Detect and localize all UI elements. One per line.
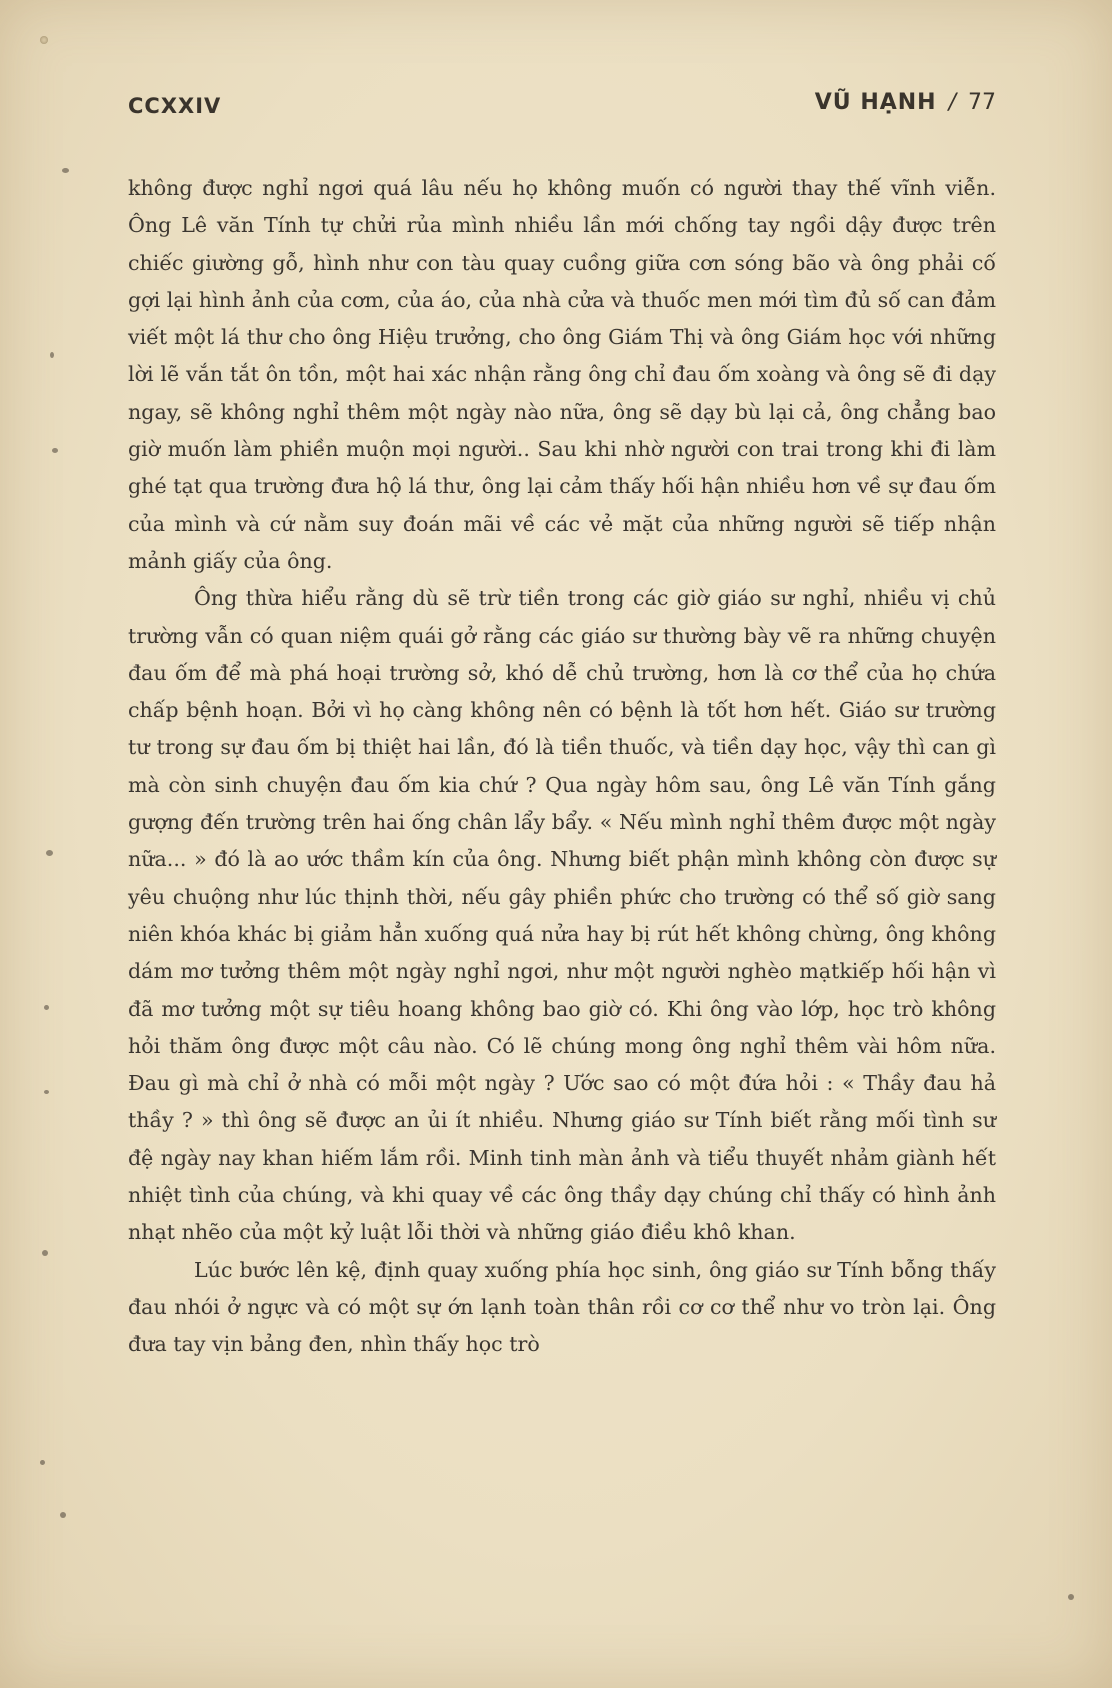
- paper-speck: [46, 850, 53, 856]
- paper-speck: [52, 448, 58, 453]
- paper-speck: [50, 352, 54, 358]
- paper-speck: [44, 1005, 49, 1010]
- folio-number: CCXXIV: [128, 94, 222, 118]
- page-number: 77: [968, 90, 996, 115]
- header-separator: /: [948, 90, 956, 115]
- page-header: [128, 88, 996, 128]
- paragraph: Lúc bước lên kệ, định quay xuống phía học sinh, ông giáo sư Tính bỗng thấy đau nhói ở ngực và có một sự ớn lạnh toàn thân rồi cơ cơ thể như vo tròn lại. Ông đưa tay vịn bảng đen, nhìn thấy học trò: [128, 1257, 996, 1357]
- paper-speck: [62, 168, 69, 173]
- paper-speck: [42, 1250, 48, 1256]
- running-head: [815, 90, 996, 115]
- author-name: VŨ HẠNH: [814, 90, 937, 115]
- paper-speck: [40, 1460, 45, 1465]
- paragraph: Ông thừa hiểu rằng dù sẽ trừ tiền trong các giờ giáo sư nghỉ, nhiều vị chủ trường vẫn có quan niệm quái gở rằng các giáo sư thường bày vẽ ra những chuyện đau ốm để mà phá hoại trường sở, khó dễ chủ trường, hơn là cơ thể của họ chứa chấp bệnh hoạn. Bởi vì họ càng không nên có bệnh là tốt hơn hết. Giáo sư trường tư trong sự đau ốm bị thiệt hai lần, đó là tiền thuốc, và tiền dạy học, vậy thì can gì mà còn sinh chuyện đau ốm kia chứ ? Qua ngày hôm sau, ông Lê văn Tính gắng gượng đến trường trên hai ống chân lẩy bẩy. « Nếu mình nghỉ thêm được một ngày nữa... » đó là ao ước thầm kín của ông. Nhưng biết phận mình không còn được sự yêu chuộng như lúc thịnh thời, nếu gây phiền phức cho trường có thể số giờ sang niên khóa khác bị giảm hẳn xuống quá nửa hay bị rút hết không chừng, ông không dám mơ tưởng thêm một ngày nghỉ ngơi, như một người nghèo mạtkiếp hối hận vì đã mơ tưởng một sự tiêu hoang không bao giờ có. Khi ông vào lớp, học trò không hỏi thăm ông được một câu nào. Có lẽ chúng mong ông nghỉ thêm vài hôm nữa. Đau gì mà chỉ ở nhà có mỗi một ngày ? Ước sao có một đứa hỏi : « Thầy đau hả thầy ? » thì ông sẽ được an ủi ít nhiều. Nhưng giáo sư Tính biết rằng mối tình sư đệ ngày nay khan hiếm lắm rồi. Minh tinh màn ảnh và tiểu thuyết nhảm giành hết nhiệt tình của chúng, và khi quay về các ông thầy dạy chúng chỉ thấy có hình ảnh nhạt nhẽo của một kỷ luật lỗi thời và những giáo điều khô khan.: [128, 586, 996, 1245]
- paper-speck: [44, 1090, 49, 1094]
- paper-speck: [60, 1512, 66, 1518]
- body-text: [128, 170, 996, 1364]
- paper-speck: [1068, 1594, 1074, 1600]
- paragraph-continued: không được nghỉ ngơi quá lâu nếu họ không muốn có người thay thế vĩnh viễn. Ông Lê văn Tính tự chửi rủa mình nhiều lần mới chống tay ngồi dậy được trên chiếc giường gỗ, hình như con tàu quay cuồng giữa cơn sóng bão và ông phải cố gợi lại hình ảnh của cơm, của áo, của nhà cửa và thuốc men mới tìm đủ số can đảm viết một lá thư cho ông Hiệu trưởng, cho ông Giám Thị và ông Giám học với những lời lẽ vắn tắt ôn tồn, một hai xác nhận rằng ông chỉ đau ốm xoàng và ông sẽ đi dạy ngay, sẽ không nghỉ thêm một ngày nào nữa, ông sẽ dạy bù lại cả, ông chẳng bao giờ muốn làm phiền muộn mọi người.. Sau khi nhờ người con trai trong khi đi làm ghé tạt qua trường đưa hộ lá thư, ông lại cảm thấy hối hận nhiều hơn về sự đau ốm của mình và cứ nằm suy đoán mãi về các vẻ mặt của những người sẽ tiếp nhận mảnh giấy của ông.: [128, 176, 996, 573]
- binding-hole: [40, 36, 48, 44]
